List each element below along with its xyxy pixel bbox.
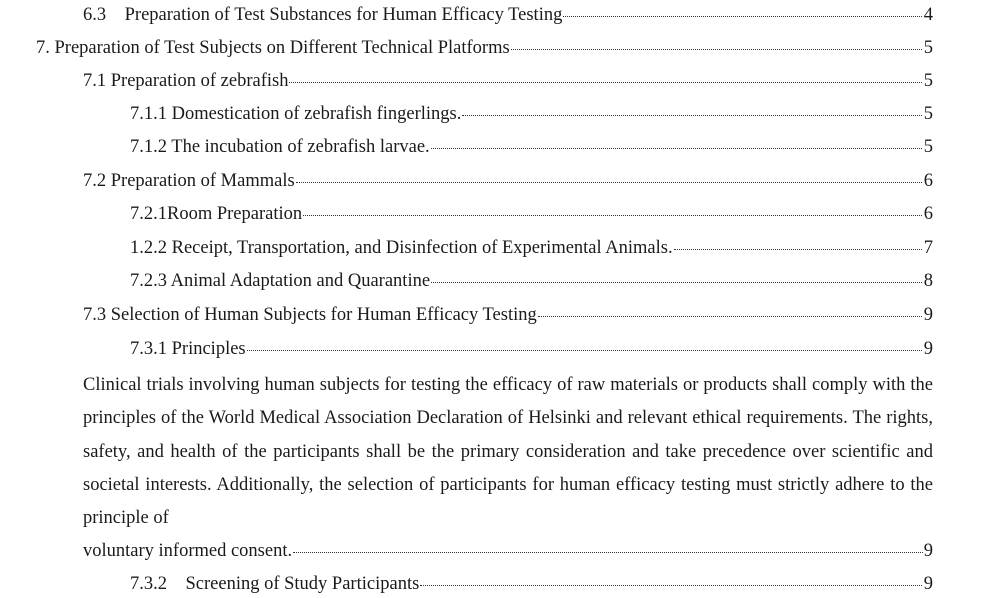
- principles-paragraph-last-line[interactable]: [83, 536, 933, 562]
- toc-entry-7-3[interactable]: [83, 300, 933, 326]
- toc-page-number: 7: [923, 238, 933, 258]
- toc-page-number: 5: [923, 71, 933, 91]
- toc-leader-dots: [289, 66, 922, 86]
- toc-page-number: 5: [923, 104, 933, 124]
- toc-page-number: 5: [923, 137, 933, 157]
- toc-leader-dots: [303, 199, 922, 219]
- toc-leader-dots: [538, 300, 922, 320]
- toc-entry-text: 7.2 Preparation of Mammals: [83, 171, 295, 191]
- toc-page-number: 9: [923, 574, 933, 594]
- toc-leader-dots: [674, 233, 922, 253]
- toc-entry-7[interactable]: [36, 33, 933, 59]
- toc-leader-dots: [420, 569, 922, 589]
- toc-entry-text: 7.1.1 Domestication of zebrafish fingerlings.: [130, 104, 462, 124]
- toc-entry-text: 7.1 Preparation of zebrafish: [83, 71, 289, 91]
- paragraph-last-line-text: voluntary informed consent.: [83, 541, 293, 561]
- toc-entry-7-3-2[interactable]: [130, 569, 933, 595]
- toc-entry-7-2[interactable]: [83, 166, 933, 192]
- toc-entry-text: 7.3 Selection of Human Subjects for Human Efficacy Testing: [83, 305, 537, 325]
- toc-entry-text: 1.2.2 Receipt, Transportation, and Disinfection of Experimental Animals.: [130, 238, 673, 258]
- toc-entry-text: 7.2.1Room Preparation: [130, 204, 303, 224]
- toc-page-number: 5: [923, 38, 933, 58]
- toc-leader-dots: [431, 132, 922, 152]
- toc-entry-text: 7.3.2 Screening of Study Participants: [130, 574, 420, 594]
- toc-leader-dots: [431, 266, 922, 286]
- toc-leader-dots: [247, 334, 922, 354]
- toc-entry-text: 6.3 Preparation of Test Substances for Human Efficacy Testing: [83, 5, 563, 25]
- toc-entry-6-3[interactable]: [83, 0, 933, 26]
- toc-page-number: 6: [923, 204, 933, 224]
- toc-entry-7-2-1[interactable]: [130, 199, 933, 225]
- toc-page-number: 9: [923, 339, 933, 359]
- toc-page-number: 6: [923, 171, 933, 191]
- toc-entry-text: 7.1.2 The incubation of zebrafish larvae.: [130, 137, 430, 157]
- toc-entry-7-3-1[interactable]: [130, 334, 933, 360]
- toc-page-number: 9: [923, 305, 933, 325]
- toc-entry-7-1[interactable]: [83, 66, 933, 92]
- toc-entry-text: 7.3.1 Principles: [130, 339, 246, 359]
- principles-paragraph: Clinical trials involving human subjects for testing the efficacy of raw materials or products shall comply with the principles of the World Medical Association Declaration of Helsinki and relevant ethical requirements. The rights, safety, and health of the participants shall be the primary consideration and take precedence over scientific and societal interests. Additionally, the selection of participants for human efficacy testing must strictly adhere to the principle of: [83, 375, 933, 529]
- toc-leader-dots: [296, 166, 922, 186]
- toc-entry-7-1-2[interactable]: [130, 132, 933, 158]
- toc-leader-dots: [293, 536, 923, 556]
- toc-entry-text: 7. Preparation of Test Subjects on Different Technical Platforms: [36, 38, 510, 58]
- toc-entry-7-1-1[interactable]: [130, 99, 933, 125]
- toc-entry-text: 7.2.3 Animal Adaptation and Quarantine: [130, 271, 431, 291]
- toc-entry-7-2-3[interactable]: [130, 266, 933, 292]
- toc-page-number: 8: [923, 271, 933, 291]
- toc-entry-1-2-2[interactable]: [130, 233, 933, 259]
- toc-leader-dots: [563, 0, 922, 20]
- toc-leader-dots: [462, 99, 922, 119]
- toc-page-number: 9: [923, 541, 933, 561]
- toc-page-number: 4: [923, 5, 933, 25]
- toc-leader-dots: [511, 33, 922, 53]
